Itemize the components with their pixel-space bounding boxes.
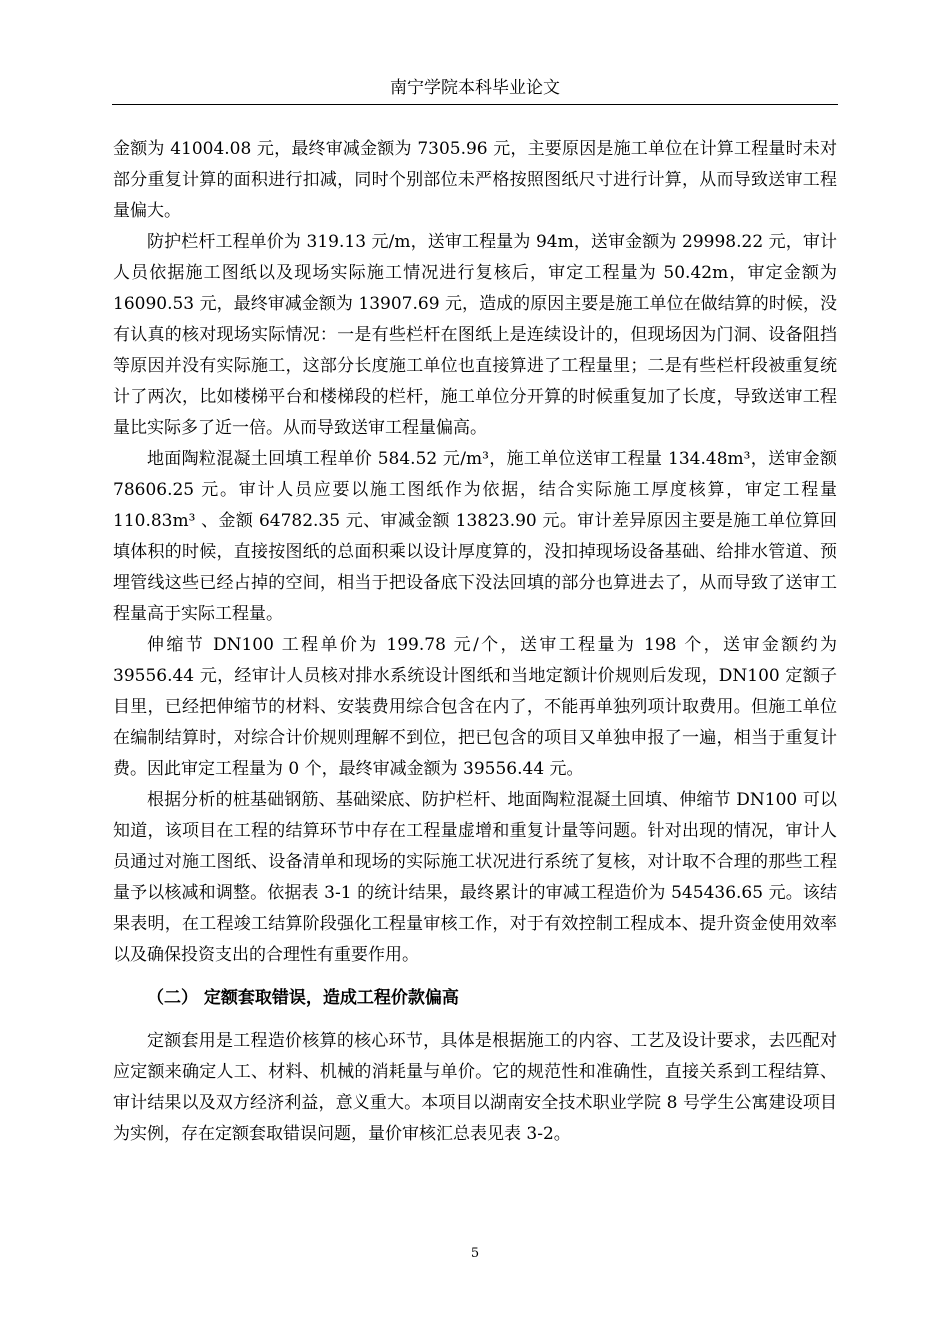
paragraph-railing: 防护栏杆工程单价为 319.13 元/m，送审工程量为 94m，送审金额为 29998.22 元，审计人员依据施工图纸以及现场实际施工情况进行复核后，审定工程量为 50.42m，审定金额为 16090.53 元，最终审减金额为 13907.69 元，造成的原因主要是施工单位在做结算的时候，没有认真的核对现场实际情况：一是有些栏杆在图纸上是连续设计的，但现场因为门洞、设备阻挡等原因并没有实际施工，这部分长度施工单位也直接算进了工程量里；二是有些栏杆段被重复统计了两次，比如楼梯平台和楼梯段的栏杆，施工单位分开算的时候重复加了长度，导致送审工程量比实际多了近一倍。从而导致送审工程量偏高。 bbox=[113, 232, 837, 438]
page-number: 5 bbox=[470, 1246, 480, 1261]
body-text bbox=[113, 134, 837, 1150]
paragraph-quota-application: 定额套用是工程造价核算的核心环节，具体是根据施工的内容、工艺及设计要求，去匹配对应定额来确定人工、材料、机械的消耗量与单价。它的规范性和准确性，直接关系到工程结算、审计结果以及双方经济利益，意义重大。本项目以湖南安全技术职业学院 8 号学生公寓建设项目为实例，存在定额套取错误问题，量价审核汇总表见表 3-2。 bbox=[113, 1031, 837, 1144]
paragraph-expansion-joint: 伸缩节 DN100 工程单价为 199.78 元/个，送审工程量为 198 个，送审金额约为 39556.44 元，经审计人员核对排水系统设计图纸和当地定额计价规则后发现，DN100 定额子目里，已经把伸缩节的材料、安装费用综合包含在内了，不能再单独列项计取费用。但施工单位在编制结算时，对综合计价规则理解不到位，把已包含的项目又单独申报了一遍，相当于重复计费。因此审定工程量为 0 个，最终审减金额为 39556.44 元。 bbox=[113, 635, 837, 779]
running-header: 南宁学院本科毕业论文 bbox=[390, 78, 560, 98]
paragraph-ceramsite-backfill: 地面陶粒混凝土回填工程单价 584.52 元/m³，施工单位送审工程量 134.48m³，送审金额 78606.25 元。审计人员应要以施工图纸作为依据，结合实际施工厚度核算，审定工程量 110.83m³ 、金额 64782.35 元、审减金额 13823.90 元。审计差异原因主要是施工单位算回填体积的时候，直接按图纸的总面积乘以设计厚度算的，没扣掉现场设备基础、给排水管道、预埋管线这些已经占掉的空间，相当于把设备底下没法回填的部分也算进去了，从而导致了送审工程量高于实际工程量。 bbox=[113, 449, 837, 624]
section-heading: （二） 定额套取错误，造成工程价款偏高 bbox=[147, 988, 459, 1008]
paragraph-continued: 金额为 41004.08 元，最终审减金额为 7305.96 元，主要原因是施工单位在计算工程量时未对部分重复计算的面积进行扣减，同时个别部位未严格按照图纸尺寸进行计算，从而导致送审工程量偏大。 bbox=[113, 139, 837, 221]
paragraph-summary: 根据分析的桩基础钢筋、基础梁底、防护栏杆、地面陶粒混凝土回填、伸缩节 DN100 可以知道，该项目在工程的结算环节中存在工程量虚增和重复计量等问题。针对出现的情况，审计人员通过对施工图纸、设备清单和现场的实际施工状况进行系统了复核，对计取不合理的那些工程量予以核减和调整。依据表 3-1 的统计结果，最终累计的审减工程造价为 545436.65 元。该结果表明，在工程竣工结算阶段强化工程量审核工作，对于有效控制工程成本、提升资金使用效率以及确保投资支出的合理性有重要作用。 bbox=[113, 790, 837, 965]
header-rule bbox=[112, 104, 838, 105]
